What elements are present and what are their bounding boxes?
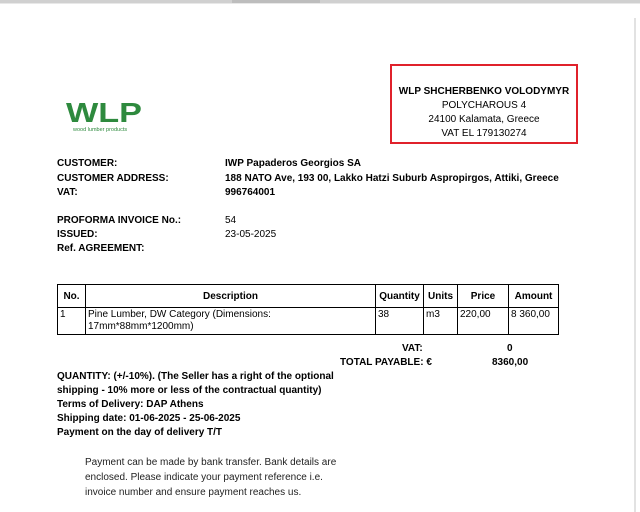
vertical-scrollbar[interactable] [620, 4, 640, 512]
header-quantity: Quantity [376, 285, 424, 308]
header-amount: Amount [509, 285, 559, 308]
header-units: Units [424, 285, 458, 308]
customer-vat-value: 996764001 [225, 187, 276, 198]
agreement-label: Ref. AGREEMENT: [57, 243, 145, 254]
cell-no: 1 [58, 308, 86, 335]
payment-note: Payment can be made by bank transfer. Bank details are enclosed. Please indicate your payment reference i.e. invoice number and ensure payment reaches us. [85, 457, 337, 498]
terms-block [57, 370, 357, 440]
sender-vat: VAT EL 179130274 [441, 128, 527, 139]
sender-name: WLP SHCHERBENKO VOLODYMYR [398, 86, 570, 97]
table-row [58, 308, 559, 335]
logo-text: WLP [66, 98, 142, 128]
total-payable-value: 8360,00 [492, 357, 529, 368]
issued-value: 23-05-2025 [225, 229, 277, 240]
customer-label: CUSTOMER: [57, 158, 118, 169]
cell-amount: 8 360,00 [509, 308, 559, 335]
customer-address-label: CUSTOMER ADDRESS: [57, 173, 169, 184]
line-items-table [57, 284, 559, 335]
cell-description: Pine Lumber, DW Category (Dimensions: 17mm*88mm*1200mm) [86, 308, 376, 335]
invoice-number-label: PROFORMA INVOICE No.: [57, 215, 182, 226]
header-price: Price [458, 285, 509, 308]
quantity-terms: QUANTITY: (+/-10%). (The Seller has a right of the optional shipping - 10% more or less of the contractual quantity) [57, 371, 334, 396]
vat-total-value: 0 [507, 343, 513, 354]
delivery-terms: Terms of Delivery: DAP Athens [57, 399, 204, 410]
tab-indicator[interactable] [232, 0, 320, 3]
company-logo [66, 98, 146, 134]
total-payable-text: TOTAL PAYABLE: € [340, 357, 432, 368]
logo-tagline: wood lumber products [73, 127, 128, 133]
header-no: No. [58, 285, 86, 308]
cell-quantity: 38 [376, 308, 424, 335]
cell-price: 220,00 [458, 308, 509, 335]
sender-address-box [390, 64, 578, 144]
customer-vat-label: VAT: [57, 187, 78, 198]
cell-units: m3 [424, 308, 458, 335]
total-payable-label [340, 356, 432, 370]
scrollbar-thumb[interactable] [634, 18, 636, 512]
browser-top-strip [0, 0, 640, 3]
sender-street: POLYCHAROUS 4 [441, 100, 527, 111]
invoice-number-value: 54 [225, 215, 237, 226]
header-description: Description [86, 285, 376, 308]
shipping-date: Shipping date: 01-06-2025 - 25-06-2025 [57, 413, 241, 424]
customer-value: IWP Papaderos Georgios SA [225, 158, 361, 169]
payment-terms: Payment on the day of delivery T/T [57, 427, 223, 438]
sender-city: 24100 Kalamata, Greece [428, 114, 540, 125]
table-header-row [58, 285, 559, 308]
customer-address-value: 188 NATO Ave, 193 00, Lakko Hatzi Suburb Aspropirgos, Attiki, Greece [225, 173, 559, 184]
vat-total-label: VAT: [402, 343, 423, 354]
issued-label: ISSUED: [57, 229, 98, 240]
